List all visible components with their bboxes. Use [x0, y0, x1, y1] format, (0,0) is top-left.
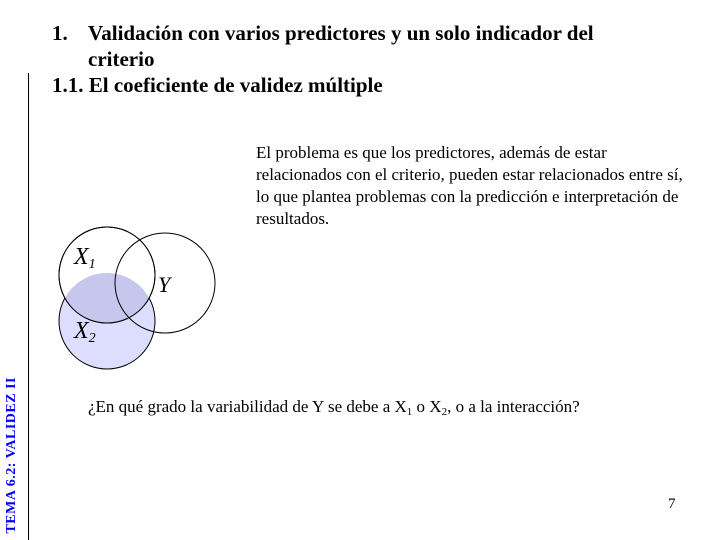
label-y: Y [158, 272, 171, 297]
label-x2: $X_2$ [74, 318, 96, 346]
subtitle: 1.1. El coeficiente de validez múltiple [52, 73, 383, 97]
problem-paragraph: El problema es que los predictores, además de estar relacionados con el criterio, pueden estar relacionados entre sí, lo que plantea problemas con la predicción e interpretación de resultados. [256, 143, 683, 228]
title-number: 1. [52, 21, 68, 45]
label-x1: $X_1$ [74, 244, 96, 272]
topic-label: TEMA 6.2: VALIDEZ II [4, 377, 19, 534]
question-text: ¿En qué grado la variabilidad de Y se debe a $X_1$ o $X_2$, o a la interacción? [88, 397, 580, 418]
title-line-1: Validación con varios predictores y un solo indicador del [88, 21, 594, 45]
title-line-2: criterio [88, 47, 155, 71]
page-number: 7 [668, 496, 676, 512]
